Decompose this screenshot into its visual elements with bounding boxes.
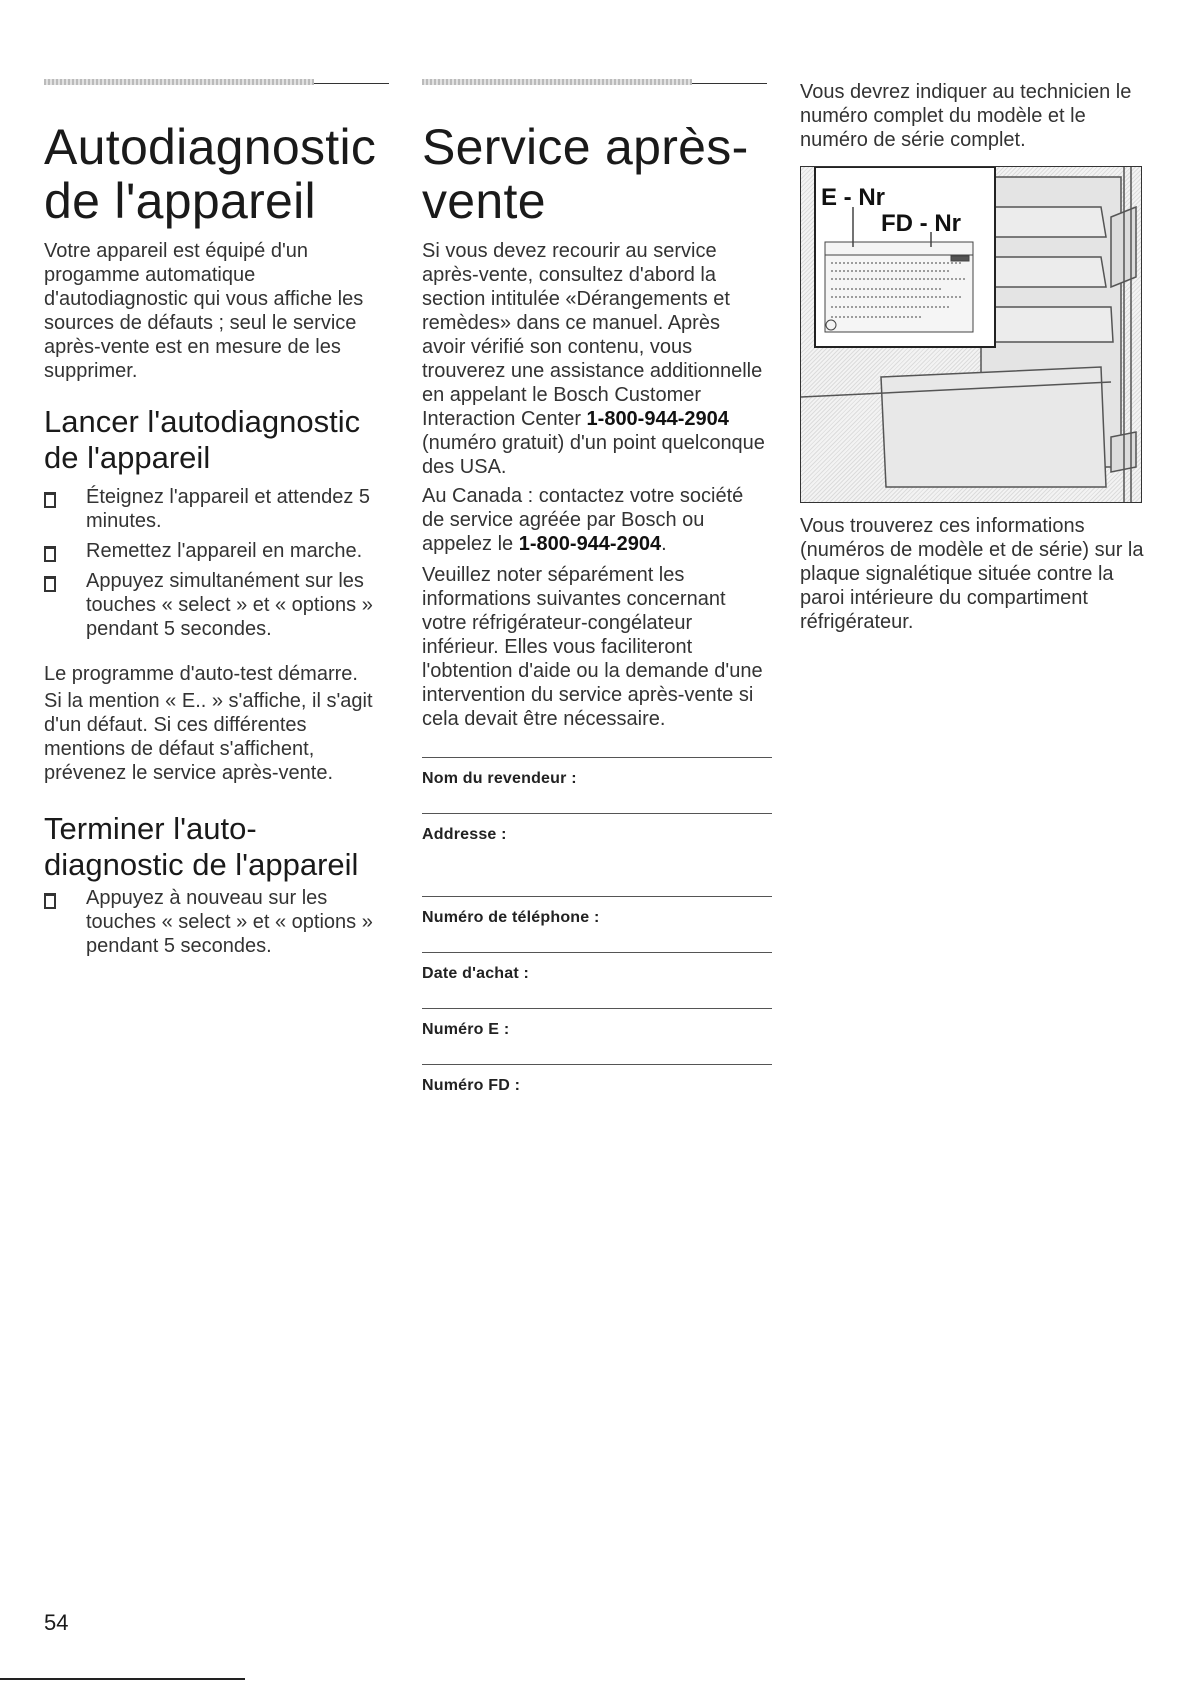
header-rule-middle — [422, 83, 767, 84]
service-paragraph-1 — [422, 239, 767, 479]
bullet-square-icon — [44, 546, 56, 562]
service-paragraph-3: Veuillez noter séparément les informations suivantes concernant votre réfrigérateur-congélateur inférieur. Elles vous faciliteront l'obtention d'aide ou la demande d'une intervention du service après-vente si cela devait être nécessaire. — [422, 564, 763, 730]
dealer-name-field — [422, 757, 772, 788]
page-title-service: Service après-vente — [422, 119, 749, 229]
text-run: Si vous devez recourir au service après-vente, consultez d'abord la section intitulée «Dérangements et remèdes» dans ce manuel. Après avoir vérifié son contenu, vous trouverez une assistance additionnelle en appelant le Bosch Customer Interaction Center — [422, 240, 763, 430]
field-label: Date d'achat : — [422, 965, 530, 982]
error-paragraph: Si la mention « E.. » s'affiche, il s'agit d'un défaut. Si ces différentes mentions de défaut s'affichent, prévenez le service après-vente. — [44, 690, 373, 784]
step-text: Remettez l'appareil en marche. — [86, 540, 363, 562]
text-run: . — [661, 533, 667, 555]
header-rule-left — [44, 83, 389, 84]
fridge-interior-illustration — [801, 167, 1141, 502]
step-text: Appuyez à nouveau sur les touches « select » et « options » pendant 5 secondes. — [86, 887, 373, 957]
fd-nr-label: FD - Nr — [881, 210, 961, 237]
intro-paragraph: Votre appareil est équipé d'un progamme automatique d'autodiagnostic qui vous affiche les sources de défauts ; seul le service après-vente est en mesure de les supprimer. — [44, 240, 364, 382]
phone-number: 1-800-944-2904 — [518, 533, 662, 555]
address-field — [422, 813, 772, 844]
bullet-square-icon — [44, 576, 56, 592]
fd-number-field — [422, 1064, 772, 1095]
technician-paragraph: Vous devrez indiquer au technicien le numéro complet du modèle et le numéro de série complet. — [800, 81, 1132, 151]
bullet-square-icon — [44, 893, 56, 909]
field-label: Nom du revendeur : — [422, 770, 577, 787]
field-label: Addresse : — [422, 826, 507, 843]
step-text: Appuyez simultanément sur les touches « select » et « options » pendant 5 secondes. — [86, 570, 373, 640]
e-number-field — [422, 1008, 772, 1039]
start-paragraph: Le programme d'auto-test démarre. — [44, 663, 358, 685]
end-steps-list — [44, 886, 389, 964]
text-run: (numéro gratuit) d'un point quelconque des USA. — [422, 432, 765, 478]
field-label: Numéro FD : — [422, 1077, 521, 1094]
list-item — [44, 886, 389, 958]
section-title-start: Lancer l'autodiagnostic de l'appareil — [44, 404, 361, 475]
field-label: Numéro de téléphone : — [422, 909, 600, 926]
field-label: Numéro E : — [422, 1021, 510, 1038]
list-item — [44, 485, 389, 533]
list-item — [44, 569, 389, 641]
phone-number: 1-800-944-2904 — [586, 408, 729, 430]
step-text: Éteignez l'appareil et attendez 5 minutes. — [86, 486, 371, 532]
nameplate-paragraph: Vous trouverez ces informations (numéros de modèle et de série) sur la plaque signalétique située contre la paroi intérieure du compartiment réfrigérateur. — [800, 515, 1144, 633]
footer-rule — [0, 1678, 245, 1680]
bullet-square-icon — [44, 492, 56, 508]
page-number: 54 — [44, 1610, 69, 1635]
purchase-date-field — [422, 952, 772, 983]
phone-field — [422, 896, 772, 927]
section-title-end: Terminer l'auto-diagnostic de l'appareil — [44, 811, 359, 882]
nameplate-figure — [800, 166, 1142, 503]
service-paragraph-2 — [422, 484, 767, 556]
text-run: Au Canada : contactez votre société de service agréée par Bosch ou appelez le — [422, 485, 744, 555]
list-item — [44, 539, 389, 563]
e-nr-label: E - Nr — [821, 184, 886, 211]
start-steps-list — [44, 485, 389, 647]
page-title-autodiagnostic: Autodiagnostic de l'appareil — [44, 119, 377, 229]
